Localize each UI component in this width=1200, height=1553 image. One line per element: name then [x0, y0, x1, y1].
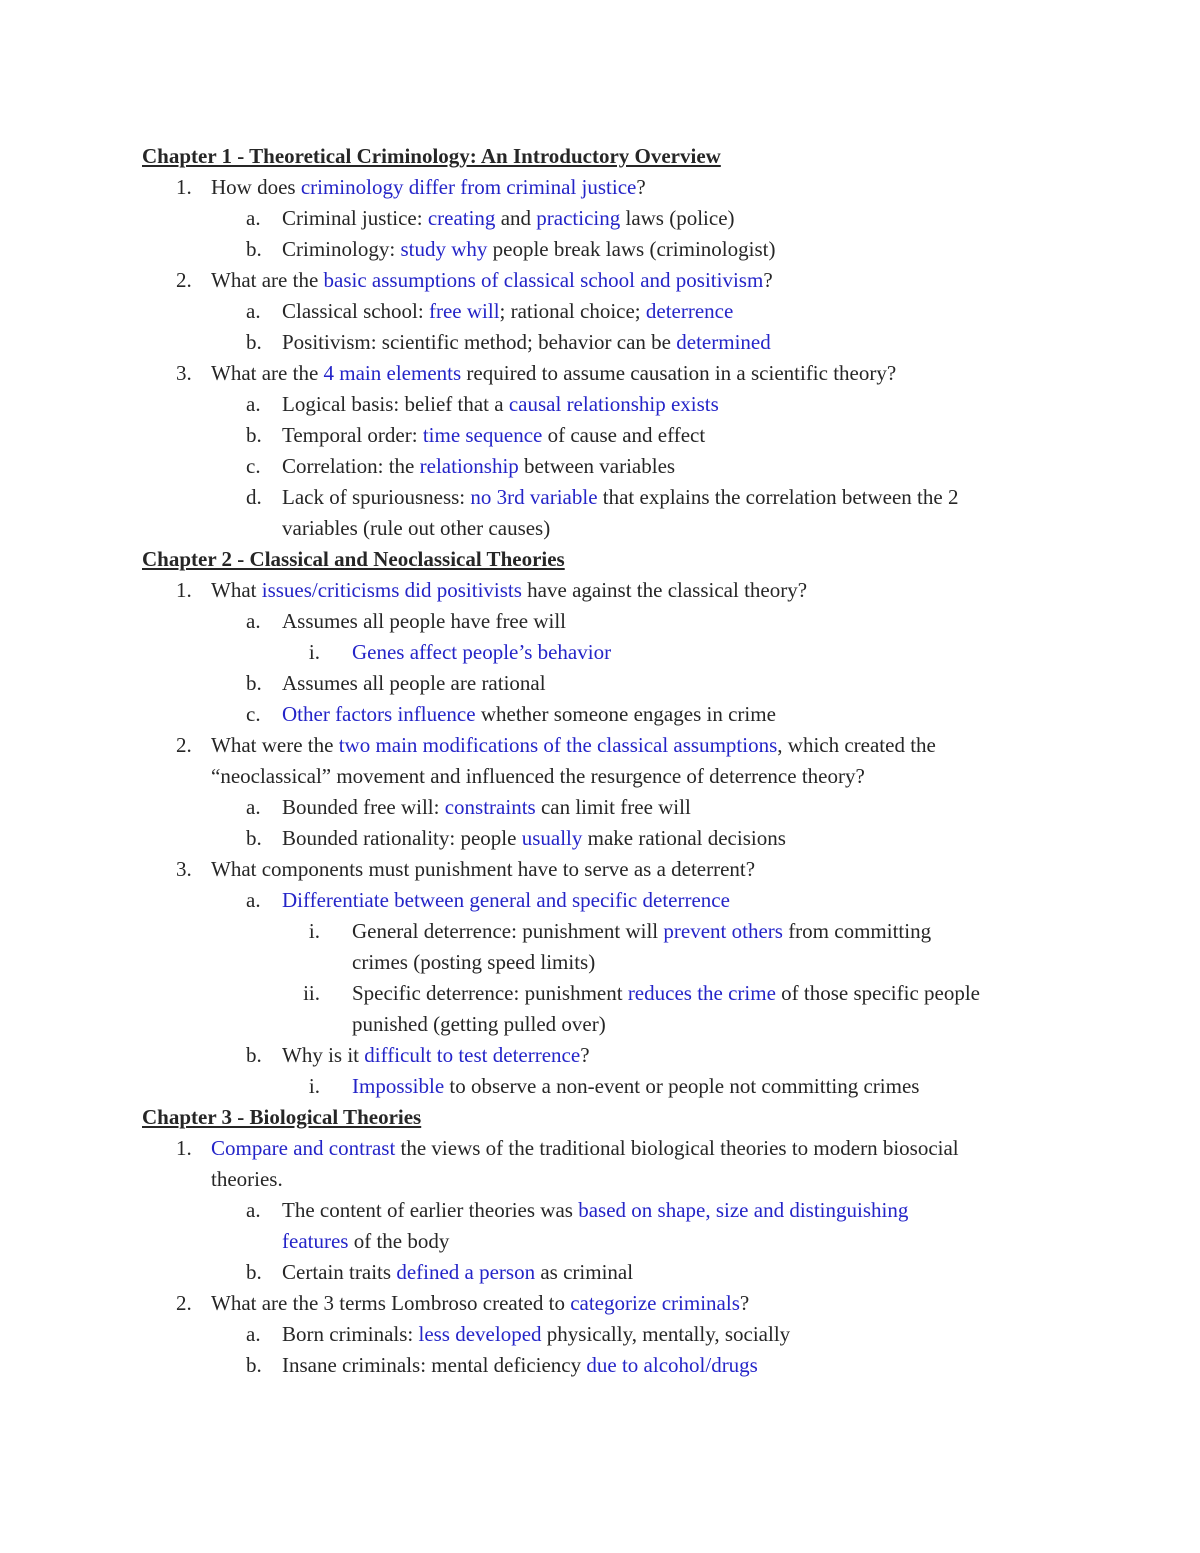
text-segment: can limit free will	[535, 795, 691, 819]
chapter-heading: Chapter 1 - Theoretical Criminology: An Introductory Overview	[142, 144, 721, 168]
text-segment: What components must punishment have to serve as a deterrent?	[211, 857, 756, 881]
list-marker: i.	[308, 640, 320, 664]
highlighted-text: constraints	[444, 795, 536, 819]
text-segment: Why is it	[282, 1043, 365, 1067]
text-segment: to observe a non-event or people not committing crimes	[444, 1074, 920, 1098]
subanswer-item	[352, 978, 980, 1009]
list-marker: 2.	[176, 1291, 192, 1315]
list-marker: a.	[246, 206, 261, 230]
answer-continuation	[282, 1226, 449, 1257]
subanswer-item	[352, 916, 931, 947]
question-continuation	[211, 1164, 283, 1195]
text-segment: Born criminals:	[282, 1322, 419, 1346]
text-segment: laws (police)	[620, 206, 735, 230]
highlighted-text: issues/criticisms did positivists	[261, 578, 522, 602]
text-segment: What were the	[211, 733, 339, 757]
list-marker: i.	[308, 919, 320, 943]
highlighted-text: creating	[427, 206, 496, 230]
text-segment: Correlation: the	[282, 454, 420, 478]
list-marker: b.	[246, 1043, 262, 1067]
question-item	[211, 265, 773, 296]
text-segment: as criminal	[535, 1260, 634, 1284]
highlighted-text: causal relationship exists	[508, 392, 719, 416]
text-segment: Assumes all people have free will	[282, 609, 566, 633]
highlighted-text: study why	[400, 237, 488, 261]
list-marker: 1.	[176, 1136, 192, 1160]
text-segment: Specific deterrence: punishment	[352, 981, 628, 1005]
list-marker: b.	[246, 237, 262, 261]
list-marker: 3.	[176, 361, 192, 385]
answer-item	[282, 296, 733, 327]
question-item	[211, 1288, 749, 1319]
text-segment: required to assume causation in a scientific theory?	[461, 361, 897, 385]
text-segment: ; rational choice;	[499, 299, 646, 323]
text-segment: Lack of spuriousness:	[282, 485, 471, 509]
list-marker: 1.	[176, 175, 192, 199]
answer-item	[282, 1257, 633, 1288]
highlighted-text: usually	[521, 826, 583, 850]
text-segment: Temporal order:	[282, 423, 423, 447]
list-marker: ii.	[303, 981, 320, 1005]
highlighted-text: deterrence	[645, 299, 734, 323]
chapter-heading: Chapter 2 - Classical and Neoclassical Theories	[142, 547, 565, 571]
highlighted-text: due to alcohol/drugs	[586, 1353, 758, 1377]
answer-item	[282, 1195, 908, 1226]
text-segment: of those specific people	[775, 981, 980, 1005]
highlighted-text: time sequence	[422, 423, 543, 447]
answer-item	[282, 389, 719, 420]
text-segment: have against the classical theory?	[521, 578, 808, 602]
list-marker: c.	[246, 454, 261, 478]
answer-item	[282, 1350, 758, 1381]
text-segment: How does	[211, 175, 301, 199]
list-marker: a.	[246, 888, 261, 912]
question-item	[211, 730, 936, 761]
text-segment: ?	[580, 1043, 590, 1067]
answer-item	[282, 1319, 790, 1350]
text-segment: make rational decisions	[582, 826, 786, 850]
highlighted-text: based on shape, size and distinguishing	[578, 1198, 909, 1222]
question-item	[211, 358, 896, 389]
text-segment: people break laws (criminologist)	[487, 237, 776, 261]
list-marker: 2.	[176, 268, 192, 292]
highlighted-text: practicing	[536, 206, 621, 230]
text-segment: and	[495, 206, 537, 230]
list-marker: a.	[246, 609, 261, 633]
subanswer-item	[352, 637, 611, 668]
list-marker: b.	[246, 423, 262, 447]
list-marker: d.	[246, 485, 262, 509]
text-segment: Positivism: scientific method; behavior can be	[282, 330, 677, 354]
highlighted-text: Genes affect people’s behavior	[352, 640, 612, 664]
text-segment: the views of the traditional biological theories to modern biosocial	[395, 1136, 959, 1160]
answer-item	[282, 420, 705, 451]
text-segment: Insane criminals: mental deficiency	[282, 1353, 587, 1377]
highlighted-text: Differentiate between general and specific deterrence	[282, 888, 730, 912]
list-marker: 3.	[176, 857, 192, 881]
highlighted-text: basic assumptions of classical school and positivism	[323, 268, 764, 292]
subanswer-continuation	[352, 1009, 606, 1040]
text-segment: Certain traits	[282, 1260, 397, 1284]
text-segment: What	[211, 578, 262, 602]
text-segment: variables (rule out other causes)	[282, 516, 551, 540]
list-marker: b.	[246, 826, 262, 850]
text-segment: from committing	[782, 919, 932, 943]
text-segment: General deterrence: punishment will	[352, 919, 664, 943]
list-marker: a.	[246, 1198, 261, 1222]
highlighted-text: determined	[676, 330, 771, 354]
answer-item	[282, 482, 958, 513]
list-marker: a.	[246, 392, 261, 416]
answer-item	[282, 234, 775, 265]
text-segment: What are the 3 terms Lombroso created to	[211, 1291, 571, 1315]
text-segment: Bounded free will:	[282, 795, 445, 819]
highlighted-text: 4 main elements	[323, 361, 462, 385]
question-item	[211, 1133, 959, 1164]
text-segment: ?	[636, 175, 646, 199]
subanswer-item	[352, 1071, 919, 1102]
answer-item	[282, 1040, 590, 1071]
text-segment: punished (getting pulled over)	[352, 1012, 606, 1036]
text-segment: The content of earlier theories was	[282, 1198, 579, 1222]
list-marker: a.	[246, 795, 261, 819]
question-item	[211, 854, 755, 885]
text-segment: of the body	[348, 1229, 450, 1253]
highlighted-text: Impossible	[352, 1074, 445, 1098]
text-segment: of cause and effect	[542, 423, 706, 447]
list-marker: a.	[246, 299, 261, 323]
answer-item	[282, 699, 776, 730]
question-continuation	[211, 761, 865, 792]
highlighted-text: difficult to test deterrence	[364, 1043, 581, 1067]
text-segment: ?	[763, 268, 773, 292]
text-segment: theories.	[211, 1167, 283, 1191]
answer-item	[282, 885, 730, 916]
highlighted-text: categorize criminals	[570, 1291, 740, 1315]
question-item	[211, 575, 807, 606]
text-segment: Criminology:	[282, 237, 401, 261]
list-marker: b.	[246, 330, 262, 354]
text-segment: that explains the correlation between the 2	[597, 485, 959, 509]
text-segment: Assumes all people are rational	[282, 671, 546, 695]
list-marker: i.	[308, 1074, 320, 1098]
highlighted-text: reduces the crime	[627, 981, 776, 1005]
text-segment: whether someone engages in crime	[475, 702, 776, 726]
text-segment: Criminal justice:	[282, 206, 428, 230]
answer-item	[282, 451, 675, 482]
highlighted-text: features	[282, 1229, 349, 1253]
text-segment: crimes (posting speed limits)	[352, 950, 596, 974]
list-marker: a.	[246, 1322, 261, 1346]
highlighted-text: Other factors influence	[282, 702, 476, 726]
highlighted-text: defined a person	[396, 1260, 536, 1284]
highlighted-text: relationship	[419, 454, 519, 478]
list-marker: b.	[246, 1353, 262, 1377]
answer-item	[282, 792, 691, 823]
question-item	[211, 172, 646, 203]
chapter-heading: Chapter 3 - Biological Theories	[142, 1105, 422, 1129]
highlighted-text: no 3rd variable	[470, 485, 598, 509]
highlighted-text: criminology differ from criminal justice	[300, 175, 637, 199]
list-marker: 1.	[176, 578, 192, 602]
answer-continuation	[282, 513, 550, 544]
text-segment: ?	[739, 1291, 750, 1315]
answer-item	[282, 668, 546, 699]
highlighted-text: free will	[428, 299, 500, 323]
list-marker: c.	[246, 702, 261, 726]
highlighted-text: two main modifications of the classical assumptions	[338, 733, 778, 757]
answer-item	[282, 606, 566, 637]
list-marker: b.	[246, 1260, 262, 1284]
highlighted-text: Compare and contrast	[211, 1136, 396, 1160]
highlighted-text: prevent others	[663, 919, 783, 943]
text-segment: Logical basis: belief that a	[282, 392, 509, 416]
highlighted-text: less developed	[418, 1322, 542, 1346]
text-segment: , which created the	[777, 733, 936, 757]
text-segment: “neoclassical” movement and influenced the resurgence of deterrence theory?	[211, 764, 865, 788]
answer-item	[282, 823, 786, 854]
text-segment: between variables	[518, 454, 676, 478]
subanswer-continuation	[352, 947, 595, 978]
text-segment: What are the	[211, 361, 324, 385]
answer-item	[282, 327, 771, 358]
list-marker: b.	[246, 671, 262, 695]
list-marker: 2.	[176, 733, 192, 757]
text-segment: Classical school:	[282, 299, 429, 323]
answer-item	[282, 203, 735, 234]
text-segment: physically, mentally, socially	[541, 1322, 791, 1346]
text-segment: What are the	[211, 268, 324, 292]
text-segment: Bounded rationality: people	[282, 826, 522, 850]
